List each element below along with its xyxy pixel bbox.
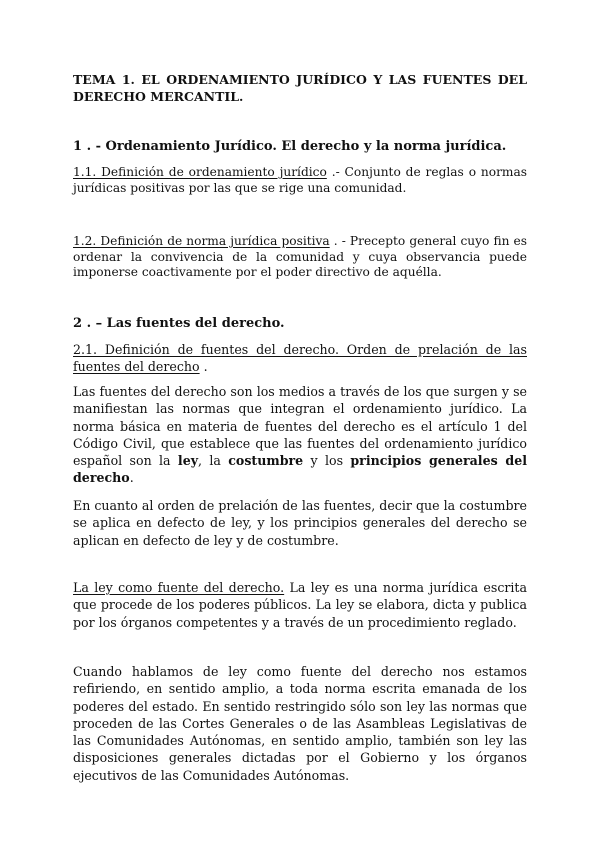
- ley-sentido-paragraph: Cuando hablamos de ley como fuente del derecho nos estamos refiriendo, en sentido amplio, a toda norma escrita emanada de los poderes del estado. En sentido restringido sólo son ley las normas que proceden de las Cortes Generales o de las Asambleas Legislativas de las Comunidades Autónomas, en sentido amplio, también son ley las disposiciones generales dictadas por el Gobierno y los órganos ejecutivos de las Comunidades Autónomas.: [73, 664, 527, 783]
- definition-ordenamiento-text: .- Conjunto de reglas o normas jurídicas positivas por las que se rige una comunidad.: [73, 165, 527, 195]
- definition-norma-label: 1.2. Definición de norma jurídica positiva: [73, 234, 330, 248]
- term-costumbre: costumbre: [228, 453, 304, 469]
- definition-norma: [73, 234, 527, 281]
- definition-norma-text: . - Precepto general cuyo fin es ordenar la convivencia de la comunidad y cuya observancia puede imponerse coactivamente por el poder directivo de aquélla.: [73, 234, 527, 279]
- definition-ordenamiento-label: 1.1. Definición de ordenamiento jurídico: [73, 165, 327, 179]
- document-title: TEMA 1. EL ORDENAMIENTO JURÍDICO Y LAS FUENTES DEL DERECHO MERCANTIL.: [73, 72, 527, 104]
- fuentes-text-b: , la: [198, 453, 229, 469]
- fuentes-text-c: y los: [303, 453, 351, 469]
- term-ley: ley: [177, 453, 199, 469]
- ley-text: La ley es una norma jurídica escrita que procede de los poderes públicos. La ley se elabora, dicta y publica por los órganos competentes y a través de un procedimiento reglado.: [73, 580, 527, 630]
- ley-label: La ley como fuente del derecho.: [73, 580, 285, 595]
- section-2-heading: 2 . – Las fuentes del derecho.: [73, 316, 285, 331]
- prelacion-paragraph: En cuanto al orden de prelación de las fuentes, decir que la costumbre se aplica en defecto de ley, y los principios generales del derecho se aplican en defecto de ley y de costumbre.: [73, 498, 527, 548]
- subsection-2-1-label: 2.1. Definición de fuentes del derecho. Orden de prelación de las fuentes del derecho: [73, 342, 527, 375]
- definition-ordenamiento: [73, 165, 527, 196]
- term-principios: principios generales del derecho: [73, 453, 527, 486]
- fuentes-text-d: .: [129, 470, 134, 486]
- subsection-2-1-heading: [73, 341, 527, 376]
- fuentes-text-a: Las fuentes del derecho son los medios a través de los que surgen y se manifiestan las normas que integran el ordenamiento jurídico. La norma básica en materia de fuentes del derecho es el artículo 1 del Código Civil, que establece que las fuentes del ordenamiento jurídico español son la: [73, 384, 527, 469]
- ley-paragraph: [73, 579, 527, 631]
- section-1-heading: 1 . - Ordenamiento Jurídico. El derecho y la norma jurídica.: [73, 139, 507, 154]
- fuentes-paragraph: [73, 383, 527, 487]
- subsection-2-1-suffix: .: [199, 359, 208, 375]
